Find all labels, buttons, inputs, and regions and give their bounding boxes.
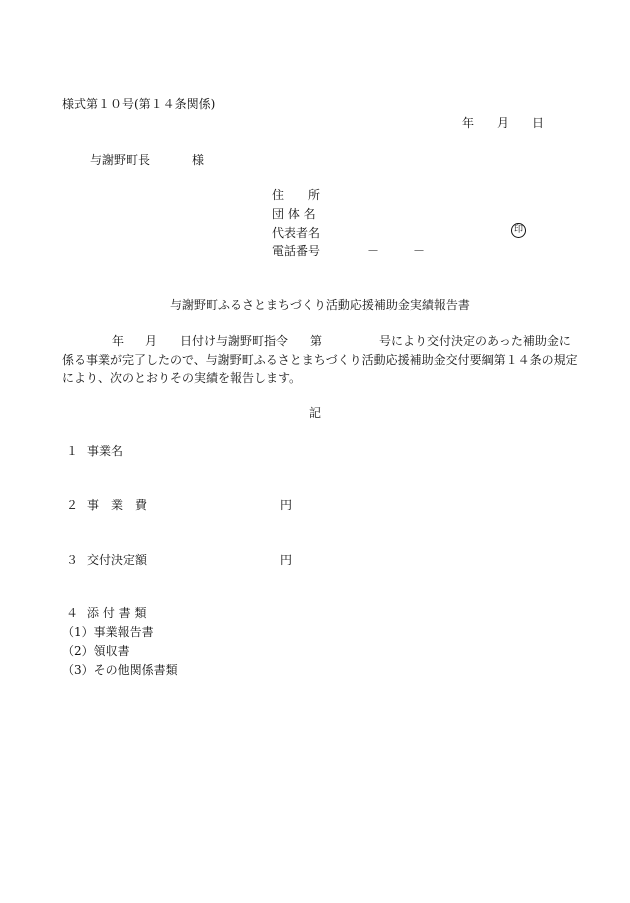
attachment-2: （2）領収書 bbox=[62, 644, 130, 658]
item-3-number: ３ bbox=[66, 553, 79, 567]
item-1-number: １ bbox=[66, 444, 79, 458]
body-month: 月 bbox=[145, 334, 158, 348]
group-name-label: 団 体 名 bbox=[272, 207, 316, 221]
body-line2: 係る事業が完了したので、与謝野町ふるさとまちづくり活動応援補助金交付要綱第１４条の規定 bbox=[62, 353, 578, 367]
item-4-label: 添 付 書 類 bbox=[87, 606, 147, 620]
phone-label: 電話番号 bbox=[272, 244, 321, 258]
date-month: 月 bbox=[497, 116, 510, 130]
phone-dash-1: － bbox=[367, 244, 380, 258]
item-2-number: ２ bbox=[66, 498, 79, 512]
date-year: 年 bbox=[462, 116, 475, 130]
body-line1-rest: 号により交付決定のあった補助金に bbox=[379, 334, 571, 348]
representative-label: 代表者名 bbox=[272, 226, 321, 240]
item-4-number: ４ bbox=[66, 606, 79, 620]
item-2-label: 事 業 費 bbox=[87, 498, 148, 512]
body-line3: により、次のとおりその実績を報告します。 bbox=[62, 371, 302, 385]
ki-heading: 記 bbox=[309, 406, 322, 420]
body-date-suffix: 日付け与謝野町指令 bbox=[180, 334, 289, 348]
body-year: 年 bbox=[112, 334, 125, 348]
attachment-1: （1）事業報告書 bbox=[62, 625, 154, 639]
item-2-unit: 円 bbox=[280, 498, 293, 512]
phone-dash-2: － bbox=[413, 244, 426, 258]
recipient-honorific: 様 bbox=[192, 153, 205, 167]
address-label: 住 所 bbox=[272, 188, 321, 202]
body-dai: 第 bbox=[310, 334, 323, 348]
date-day: 日 bbox=[532, 116, 545, 130]
form-label: 様式第１０号(第１４条関係) bbox=[62, 97, 216, 111]
item-3-unit: 円 bbox=[280, 553, 293, 567]
item-1-label: 事業名 bbox=[87, 444, 124, 458]
recipient-name: 与謝野町長 bbox=[90, 153, 151, 167]
item-3-label: 交付決定額 bbox=[87, 553, 148, 567]
seal-mark: 印 bbox=[511, 223, 526, 238]
attachment-3: （3）その他関係書類 bbox=[62, 663, 178, 677]
document-title: 与謝野町ふるさとまちづくり活動応援補助金実績報告書 bbox=[170, 298, 470, 312]
